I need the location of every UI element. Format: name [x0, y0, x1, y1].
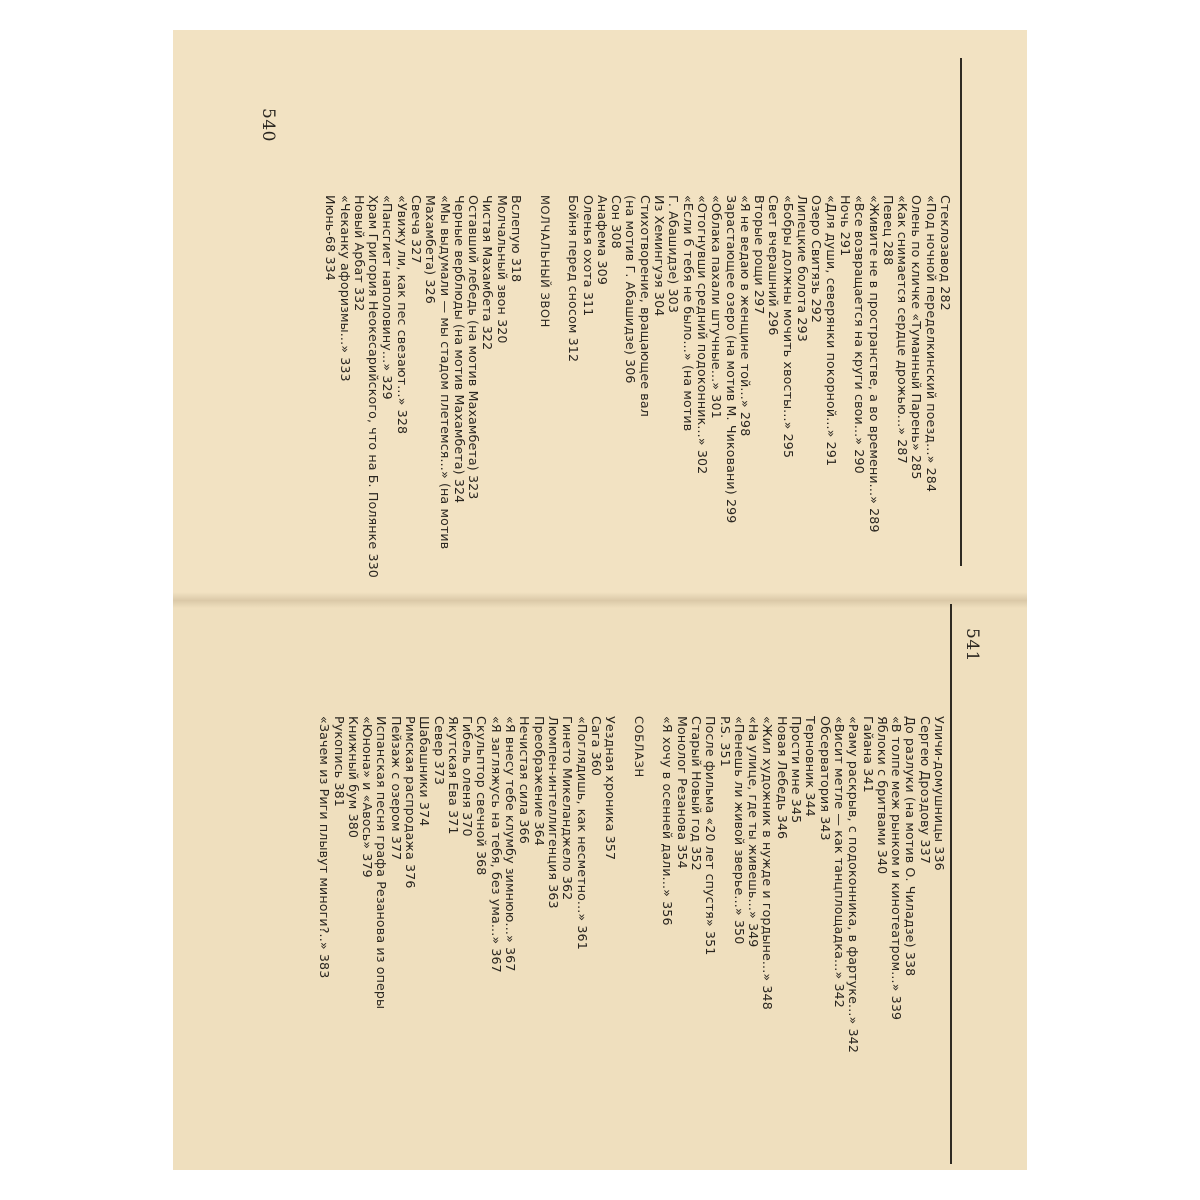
toc-entry: Махамбета) 326 [423, 195, 439, 304]
toc-entry: Римская распродажа 376 [403, 716, 419, 889]
toc-entry: Чистая Махамбета 322 [480, 195, 496, 351]
toc-entry: «Под ночной переделкинский поезд...» 284 [923, 195, 939, 493]
toc-entry: Зарастающее озеро (на мотив М. Чиковани) 299 [723, 195, 739, 524]
toc-entry: Нечистая сила 366 [517, 716, 533, 844]
toc-page-541 [317, 716, 946, 1136]
toc-entry: Из Хемингуэя 304 [652, 195, 668, 317]
toc-entry: Свет вчерашний 296 [766, 195, 782, 336]
page-541-rule [950, 604, 952, 1164]
toc-entry: Сон 308 [609, 195, 625, 249]
toc-entry: (на мотив Г. Абашидзе) 306 [623, 195, 639, 384]
toc-entry: Свеча 327 [409, 195, 425, 264]
toc-entry: «Отогнувши средний подоконник...» 302 [694, 195, 710, 475]
toc-entry: «Как снимается сердце дрожью...» 287 [895, 195, 911, 464]
toc-entry: Преображение 364 [531, 716, 547, 847]
toc-entry: «Я внесу тебе клумбу зимнюю...» 367 [503, 716, 519, 972]
toc-entry: «Бобры должны мочить хвосты...» 295 [780, 195, 796, 459]
toc-spacer [617, 716, 631, 1136]
toc-entry: «Пенешь ли живой зверье...» 350 [731, 716, 747, 945]
toc-entry: Шабашники 374 [417, 716, 433, 827]
toc-entry: Липецкие болота 293 [795, 195, 811, 342]
toc-entry: Стихотворение, вращающее вал [637, 195, 653, 417]
toc-entry: «Увижу ли, как пес свезают...» 328 [394, 195, 410, 435]
toc-entry: Сага 360 [588, 716, 604, 777]
toc-entry: Прости мне 345 [789, 716, 805, 824]
toc-entry: Пейзаж с озером 377 [388, 716, 404, 861]
toc-entry: Вторые рощи 297 [752, 195, 768, 315]
toc-entry: Новая Лебедь 346 [774, 716, 790, 840]
toc-spacer [523, 195, 537, 595]
toc-entry: Гинето Микеланджело 362 [560, 716, 576, 901]
toc-entry: «Все возвращается на круги свои...» 290 [852, 195, 868, 474]
toc-entry: Олень по кличке «Туманный Парень» 285 [909, 195, 925, 480]
toc-entry: Скульптор свечной 368 [474, 716, 490, 876]
toc-entry: P.S. 351 [717, 716, 733, 767]
page-number-540: 540 [258, 108, 278, 142]
toc-entry: «Для души, северянки покорной...» 291 [823, 195, 839, 467]
toc-page-540 [323, 195, 952, 595]
toc-entry: Оставший лебедь (на мотив Махамбета) 323 [466, 195, 482, 500]
toc-entry: Г. Абашидзе) 303 [666, 195, 682, 314]
toc-entry: «Раму раскрыв, с подоконника, в фартуке...» 342 [846, 716, 862, 1054]
toc-entry: Терновник 344 [803, 716, 819, 817]
toc-entry: «В толпе меж рынком и кинотеатром...» 339 [889, 716, 905, 1021]
toc-entry: Оленья охота 311 [580, 195, 596, 317]
toc-entry: «Мы выдумали — мы стадом плетемся...» (на мотив [437, 195, 453, 550]
toc-entry: Север 373 [431, 716, 447, 786]
toc-entry: Июнь-68 334 [323, 195, 339, 281]
toc-entry: Вслепую 318 [509, 195, 525, 283]
toc-entry: Монолог Резанова 354 [674, 716, 690, 869]
toc-entry: Стеклозавод 282 [938, 195, 953, 311]
toc-entry: Анафема 309 [594, 195, 610, 285]
toc-entry: Люмпен-интеллигенция 363 [545, 716, 561, 909]
toc-entry: «Поглядишь, как несметно...» 361 [574, 716, 590, 950]
toc-entry: Старый Новый год 352 [688, 716, 704, 871]
toc-entry: «Юнона» и «Авось» 379 [360, 716, 376, 878]
toc-entry: Яблоки с бритвами 340 [874, 716, 890, 875]
toc-entry: Гайана 341 [860, 716, 876, 793]
page-number-541: 541 [962, 628, 982, 662]
toc-entry: Новый Арбат 332 [351, 195, 367, 312]
toc-entry: «Жил художник в нужде и гордыне...» 348 [760, 716, 776, 1010]
toc-section-heading: СОБЛАЗН [631, 716, 646, 778]
toc-entry: «Облака пахали штучные...» 301 [709, 195, 725, 419]
toc-entry: «Живите не в пространстве, а во времени...» 289 [866, 195, 882, 533]
toc-entry: «Если б тебя не было...» (на мотив [680, 195, 696, 432]
page-540-rule [960, 58, 962, 566]
toc-entry: «Зачем из Риги плывут миноги?..» 383 [317, 716, 333, 979]
toc-entry: Книжный бум 380 [345, 716, 361, 839]
toc-entry: Испанская песня графа Резанова из оперы [374, 716, 390, 1010]
toc-entry: Озеро Свитязь 292 [809, 195, 825, 324]
toc-entry: После фильма «20 лет спустя» 351 [703, 716, 719, 956]
toc-entry: Рукопись 381 [331, 716, 347, 807]
toc-entry: Певец 288 [880, 195, 896, 266]
toc-entry: Обсерватория 343 [817, 716, 833, 841]
toc-entry: Ночь 291 [837, 195, 853, 257]
toc-entry: Гибель оленя 370 [460, 716, 476, 837]
toc-entry: Уездная хроника 357 [603, 716, 619, 861]
toc-entry: До разлуки (на мотив О. Чиладзе) 338 [903, 716, 919, 977]
toc-entry: «Я загляжусь на тебя, без ума...» 367 [488, 716, 504, 973]
toc-entry: Храм Григория Неокесарийского, что на Б. Полянке 330 [366, 195, 382, 578]
toc-entry: Молчальный звон 320 [494, 195, 510, 344]
toc-entry: «Пансгиет наполовину...» 329 [380, 195, 396, 400]
toc-entry: «Чеканку афоризмы...» 333 [337, 195, 353, 382]
toc-entry: Уличи-домушницы 336 [932, 716, 947, 871]
toc-entry: «Я не ведаю в женщине той...» 298 [737, 195, 753, 437]
toc-entry: Сергею Дроздову 337 [917, 716, 933, 864]
toc-entry: «На улице, где ты живешь...» 349 [746, 716, 762, 948]
toc-entry: Черные верблюды (на мотив Махамбета) 324 [451, 195, 467, 504]
toc-section-heading: МОЛЧАЛЬНЫЙ ЗВОН [537, 195, 552, 328]
toc-spacer [646, 716, 660, 1136]
toc-entry: Якутская Ева 371 [445, 716, 461, 835]
toc-entry: «Висит метле — как танцплощадка...» 342 [831, 716, 847, 1008]
toc-spacer [552, 195, 566, 595]
toc-entry: «Я хочу в осенней дали...» 356 [660, 716, 676, 926]
toc-entry: Бойня перед сносом 312 [566, 195, 582, 363]
